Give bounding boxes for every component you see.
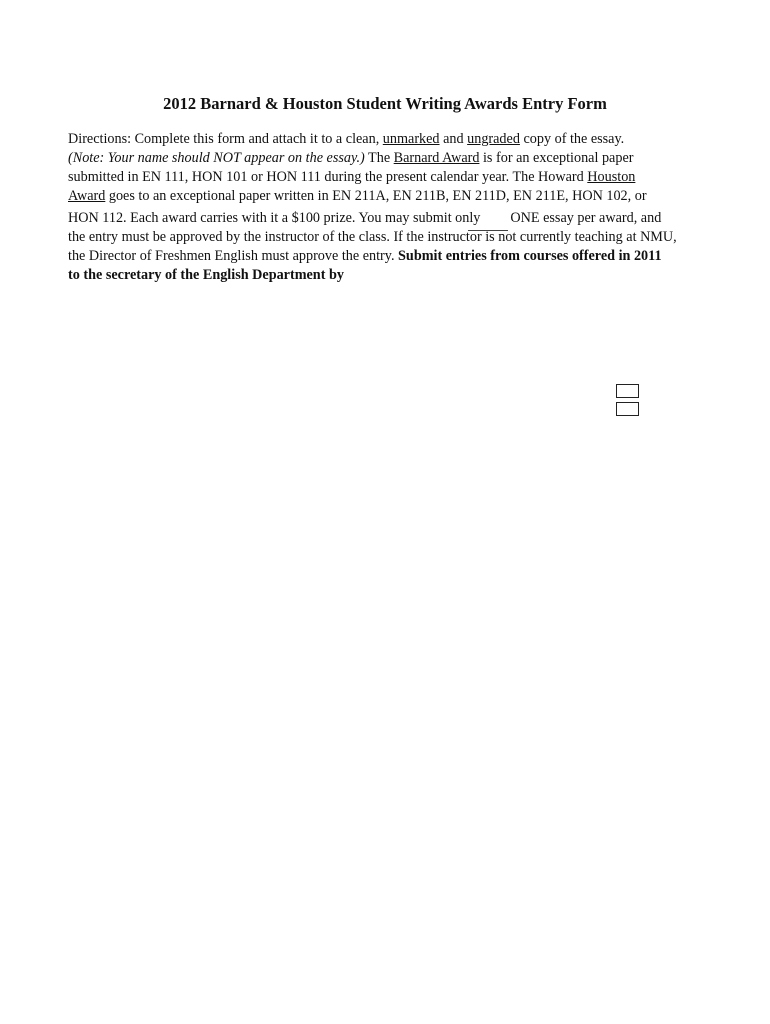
directions-line-1 (68, 130, 624, 149)
note-text: (Note: Your name should NOT appear on the essay.) (68, 150, 365, 166)
directions-line-4 (68, 187, 647, 206)
directions-text: is for an exceptional paper (479, 150, 634, 166)
houston-text: Houston (587, 169, 636, 185)
barnard-award-text: Barnard Award (393, 150, 480, 166)
unmarked-text: unmarked (382, 131, 440, 147)
directions-line-6: the entry must be approved by the instructor of the class. If the instructor is not currently teaching at NMU, (68, 229, 677, 245)
directions-line-5 (68, 209, 661, 228)
directions-line-3 (68, 168, 635, 187)
directions-line-8: to the secretary of the English Department by (68, 267, 344, 283)
directions-text: and (439, 131, 468, 147)
directions-text: Directions: Complete this form and attach it to a clean, (68, 131, 383, 147)
submit-bold-text: Submit entries from courses offered in 2011 (398, 248, 662, 264)
ungraded-text: ungraded (467, 131, 520, 147)
directions-line-7 (68, 247, 662, 266)
directions-text: goes to an exceptional paper written in EN 211A, EN 211B, EN 211D, EN 211E, HON 102, or (105, 188, 647, 204)
form-title: 2012 Barnard & Houston Student Writing Awards Entry Form (163, 94, 607, 113)
directions-text: The (364, 150, 394, 166)
checkbox-2[interactable] (616, 402, 639, 416)
checkbox-1[interactable] (616, 384, 639, 398)
directions-text: ONE essay per award, and (510, 210, 662, 226)
award-text: Award (68, 188, 106, 204)
directions-line-2 (68, 149, 633, 168)
directions-text: submitted in EN 111, HON 101 or HON 111 during the present calendar year. The Howard (68, 169, 588, 185)
directions-text: HON 112. Each award carries with it a $100 prize. You may submit only (68, 210, 481, 226)
directions-text: copy of the essay. (519, 131, 625, 147)
directions-text: the Director of Freshmen English must approve the entry. (68, 248, 399, 264)
